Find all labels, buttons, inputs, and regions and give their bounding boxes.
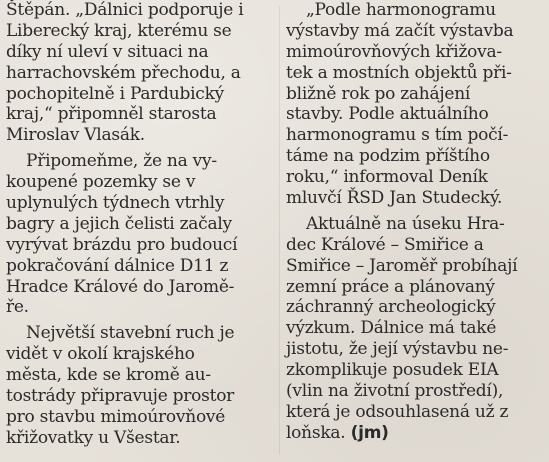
text-line: Aktuálně na úseku Hra-	[306, 213, 505, 234]
text-line: mluvčí ŘSD Jan Studecký.	[286, 188, 503, 209]
text-line: Liberecký kraj, kterému se	[6, 20, 232, 41]
text-line: mimoúrovňových křižova-	[286, 41, 502, 62]
text-line: koupené pozemky se v	[6, 172, 196, 193]
text-line: pokračování dálnice D11 z	[6, 255, 229, 276]
paragraph-5	[286, 214, 548, 444]
text-line: vidět v okolí krajského	[6, 344, 195, 365]
text-line: která je odsouhlasená už z	[286, 401, 509, 422]
text-line: Největší stavební ruch je	[26, 323, 235, 344]
text-line: Miroslav Vlasák.	[6, 125, 145, 146]
right-column	[286, 0, 548, 444]
text-line: bagry a jejich čelisti začaly	[6, 213, 232, 234]
text-line: ře.	[6, 297, 29, 318]
text-line: výzkum. Dálnice má také	[286, 318, 497, 339]
text-line: záchranný archeologický	[286, 297, 496, 318]
text-line: výstavby má začít výstavba	[286, 20, 514, 41]
text-line: tostrády připravuje prostor	[6, 386, 235, 407]
text-line: kraj,“ připomněl starosta	[6, 104, 217, 125]
paragraph-1	[6, 0, 276, 146]
text-line: pochopitelně i Pardubický	[6, 83, 224, 104]
text-line: zkomplikuje posudek EIA	[286, 360, 499, 381]
text-line: křižovatky u Všestar.	[6, 427, 181, 448]
text-line: (vlin na životní prostředí),	[286, 381, 504, 402]
text-line: vyrývat brázdu pro budoucí	[6, 234, 238, 255]
text-line: stavby. Podle aktuálního	[286, 104, 489, 125]
text-line: „Podle harmonogramu	[306, 0, 496, 20]
text-line: Smiřice – Jaroměř probíhají	[286, 255, 518, 276]
text-line: táme na podzim příštího	[286, 146, 490, 167]
left-column	[6, 0, 276, 449]
text-line: díky ní uleví v situaci na	[6, 41, 209, 62]
text-line: Hradce Králové do Jaromě-	[6, 276, 235, 297]
text-line: města, kde se kromě au-	[6, 365, 211, 386]
text-line: Štěpán. „Dálnici podporuje i	[6, 0, 244, 20]
paragraph-3	[6, 323, 276, 448]
column-divider	[279, 6, 280, 454]
text-fragment: loňska.	[286, 422, 346, 443]
text-line: Připomeňme, že na vy-	[26, 151, 217, 172]
text-line: bližně rok po zahájení	[286, 83, 471, 104]
text-line: tek a mostních objektů při-	[286, 62, 512, 83]
paragraph-4	[286, 0, 548, 209]
text-line-last	[286, 423, 548, 444]
text-line: zemní práce a plánovaný	[286, 276, 495, 297]
text-line: pro stavbu mimoúrovňové	[6, 406, 226, 427]
text-line: uplynulých týdnech vtrhly	[6, 193, 225, 214]
text-line: dec Králové – Smiřice a	[286, 234, 484, 255]
author-signature: (jm)	[350, 422, 389, 443]
paragraph-2	[6, 151, 276, 318]
text-line: harrachovském přechodu, a	[6, 62, 241, 83]
text-line: jistotu, že její výstavbu ne-	[286, 339, 509, 360]
text-line: roku,“ informoval Deník	[286, 167, 488, 188]
text-line: harmonogramu s tím počí-	[286, 125, 509, 146]
